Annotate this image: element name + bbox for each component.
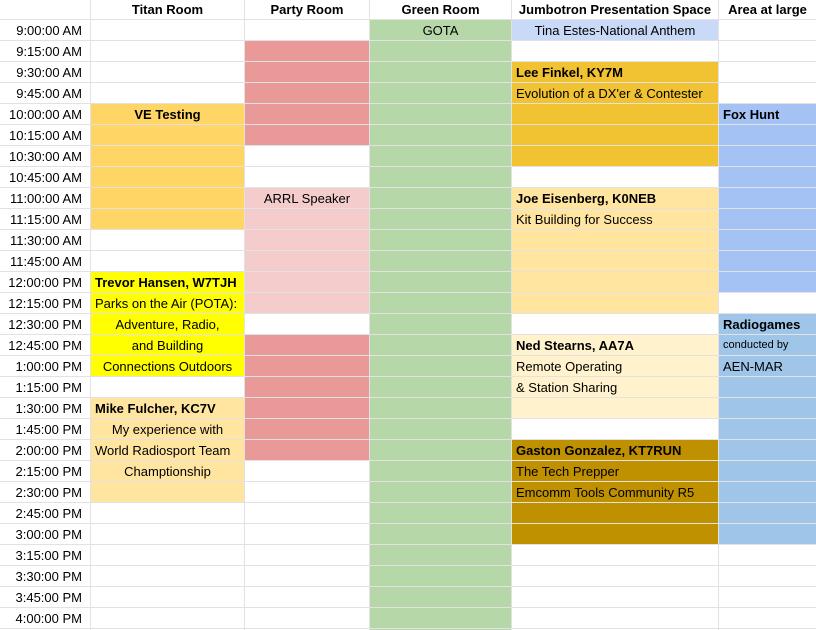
trevor-talk-line: Adventure, Radio, bbox=[115, 317, 220, 332]
time-slot-label[interactable]: 1:30:00 PM bbox=[15, 401, 82, 416]
grid-hline bbox=[0, 628, 816, 629]
time-slot-label[interactable]: 12:00:00 PM bbox=[8, 275, 82, 290]
ned-talk-line: & Station Sharing bbox=[516, 380, 618, 395]
time-slot-label[interactable]: 2:45:00 PM bbox=[15, 506, 82, 521]
party-block-afternoon[interactable] bbox=[245, 335, 369, 461]
mike-name: Mike Fulcher, KC7V bbox=[95, 401, 216, 416]
time-slot-label[interactable]: 12:15:00 PM bbox=[8, 296, 82, 311]
grid-vline bbox=[244, 0, 245, 630]
gaston-talk-line: The Tech Prepper bbox=[516, 464, 620, 479]
trevor-talk-line: and Building bbox=[131, 338, 204, 353]
trevor-talk-line: Connections Outdoors bbox=[102, 359, 233, 374]
grid-hline bbox=[0, 145, 816, 146]
ned-name: Ned Stearns, AA7A bbox=[516, 338, 634, 353]
ned-talk-line: Remote Operating bbox=[516, 359, 623, 374]
grid-vline bbox=[369, 0, 370, 630]
lee-talk: Evolution of a DX'er & Contester bbox=[516, 86, 703, 101]
time-slot-label[interactable]: 11:15:00 AM bbox=[9, 212, 82, 227]
gota-block[interactable] bbox=[370, 20, 511, 630]
grid-hline bbox=[0, 250, 816, 251]
joe-name: Joe Eisenberg, K0NEB bbox=[516, 191, 657, 206]
grid-hline bbox=[0, 166, 816, 167]
time-slot-label[interactable]: 11:30:00 AM bbox=[9, 233, 82, 248]
grid-hline bbox=[0, 607, 816, 608]
time-slot-label[interactable]: 12:45:00 PM bbox=[8, 338, 82, 353]
time-slot-label[interactable]: 3:30:00 PM bbox=[15, 569, 82, 584]
header-area-at-large[interactable]: Area at large bbox=[728, 2, 807, 17]
time-slot-label[interactable]: 9:30:00 AM bbox=[16, 65, 82, 80]
radiogames-label: Radiogames bbox=[723, 317, 801, 332]
anthem-label: Tina Estes-National Anthem bbox=[534, 23, 696, 38]
fox-hunt-block[interactable] bbox=[719, 104, 816, 293]
time-slot-label[interactable]: 1:00:00 PM bbox=[15, 359, 82, 374]
organizer-label: AEN-MAR bbox=[723, 359, 783, 374]
time-slot-label[interactable]: 3:00:00 PM bbox=[15, 527, 82, 542]
fox-hunt-label: Fox Hunt bbox=[723, 107, 780, 122]
header-jumbotron[interactable]: Jumbotron Presentation Space bbox=[518, 2, 712, 17]
trevor-talk-line: Parks on the Air (POTA): bbox=[95, 296, 238, 311]
trevor-name: Trevor Hansen, W7TJH bbox=[95, 275, 237, 290]
mike-talk-line: Champtionship bbox=[124, 464, 211, 479]
mike-talk-line: My experience with bbox=[111, 422, 224, 437]
header-titan-room[interactable]: Titan Room bbox=[131, 2, 204, 17]
time-slot-label[interactable]: 4:00:00 PM bbox=[15, 611, 82, 626]
time-slot-label[interactable]: 1:45:00 PM bbox=[15, 422, 82, 437]
time-slot-label[interactable]: 11:45:00 AM bbox=[9, 254, 82, 269]
party-block-morning[interactable] bbox=[245, 41, 369, 146]
time-slot-label[interactable]: 3:15:00 PM bbox=[15, 548, 82, 563]
time-slot-label[interactable]: 1:15:00 PM bbox=[15, 380, 82, 395]
gaston-name: Gaston Gonzalez, KT7RUN bbox=[516, 443, 682, 458]
time-slot-label[interactable]: 10:45:00 AM bbox=[9, 170, 82, 185]
arrl-speaker-label: ARRL Speaker bbox=[263, 191, 351, 206]
gaston-talk-line: Emcomm Tools Community R5 bbox=[516, 485, 695, 500]
gota-label: GOTA bbox=[422, 23, 459, 38]
grid-hline bbox=[0, 523, 816, 524]
time-slot-label[interactable]: 3:45:00 PM bbox=[15, 590, 82, 605]
joe-talk: Kit Building for Success bbox=[516, 212, 653, 227]
time-slot-label[interactable]: 10:15:00 AM bbox=[9, 128, 82, 143]
time-slot-label[interactable]: 9:45:00 AM bbox=[16, 86, 82, 101]
header-green-room[interactable]: Green Room bbox=[401, 2, 480, 17]
grid-hline bbox=[0, 586, 816, 587]
mike-talk-line: World Radiosport Team bbox=[95, 443, 231, 458]
time-slot-label[interactable]: 2:15:00 PM bbox=[15, 464, 82, 479]
conducted-by-label: conducted by bbox=[723, 339, 789, 351]
time-slot-label[interactable]: 10:00:00 AM bbox=[9, 107, 82, 122]
time-slot-label[interactable]: 2:30:00 PM bbox=[15, 485, 82, 500]
time-slot-label[interactable]: 9:00:00 AM bbox=[16, 23, 82, 38]
header-party-room[interactable]: Party Room bbox=[270, 2, 344, 17]
lee-name: Lee Finkel, KY7M bbox=[516, 65, 623, 80]
time-slot-label[interactable]: 9:15:00 AM bbox=[16, 44, 82, 59]
time-slot-label[interactable]: 11:00:00 AM bbox=[9, 191, 82, 206]
ve-testing-label: VE Testing bbox=[134, 107, 201, 122]
time-slot-label[interactable]: 2:00:00 PM bbox=[15, 443, 82, 458]
grid-hline bbox=[0, 565, 816, 566]
time-slot-label[interactable]: 12:30:00 PM bbox=[8, 317, 82, 332]
grid-hline bbox=[0, 544, 816, 545]
time-slot-label[interactable]: 10:30:00 AM bbox=[9, 149, 82, 164]
